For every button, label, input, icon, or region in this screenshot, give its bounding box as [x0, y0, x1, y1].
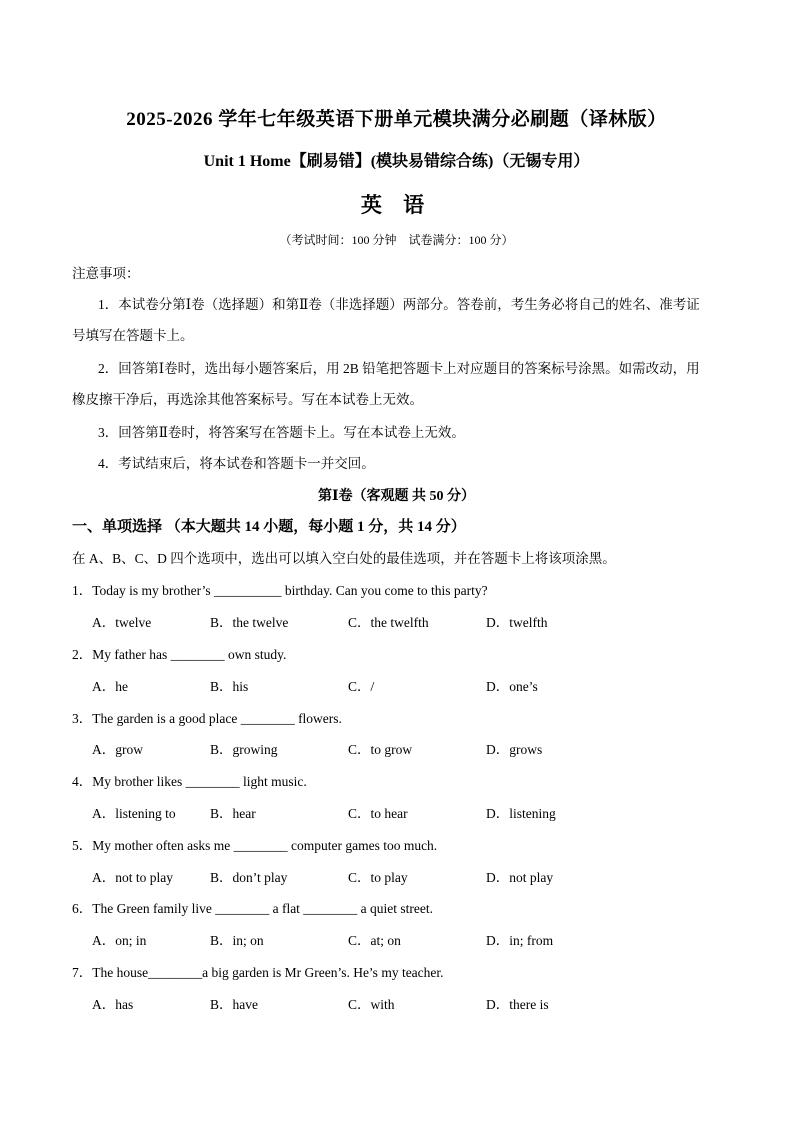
note-item: 2．回答第Ⅰ卷时，选出每小题答案后，用 2B 铅笔把答题卡上对应题目的答案标号涂黑。如需改动，用 — [98, 361, 700, 376]
full-score: 试卷满分：100 分） — [408, 233, 514, 247]
option-c[interactable]: C．with — [348, 997, 395, 1012]
option-c[interactable]: C．to hear — [348, 806, 408, 821]
option-d[interactable]: D．one’s — [486, 679, 538, 694]
option-a[interactable]: A．twelve — [92, 615, 152, 630]
option-a[interactable]: A．has — [92, 997, 134, 1012]
option-d[interactable]: D．not play — [486, 870, 554, 885]
option-d[interactable]: D．there is — [486, 997, 549, 1012]
option-c[interactable]: C．the twelfth — [348, 615, 429, 630]
note-item: 1．本试卷分第Ⅰ卷（选择题）和第Ⅱ卷（非选择题）两部分。答卷前，考生务必将自己的姓名、准考证 — [98, 297, 700, 312]
option-a[interactable]: A．on; in — [92, 933, 147, 948]
question-stem: 4．My brother likes ________ light music. — [72, 774, 307, 789]
option-c[interactable]: C．/ — [348, 679, 375, 694]
note-item: 3．回答第Ⅱ卷时，将答案写在答题卡上。写在本试卷上无效。 — [98, 425, 465, 440]
option-a[interactable]: A．he — [92, 679, 128, 694]
option-b[interactable]: B．in; on — [210, 933, 264, 948]
section-instruction: 在 A、B、C、D 四个选项中，选出可以填入空白处的最佳选项，并在答题卡上将该项涂黑。 — [72, 551, 616, 566]
exam-time: （考试时间：100 分钟 — [279, 233, 397, 247]
exam-info — [0, 231, 793, 248]
option-b[interactable]: B．the twelve — [210, 615, 289, 630]
question-stem: 1．Today is my brother’s __________ birthday. Can you come to this party? — [72, 583, 488, 598]
document-title: 2025-2026 学年七年级英语下册单元模块满分必刷题（译林版） — [126, 109, 667, 130]
option-b[interactable]: B．growing — [210, 742, 278, 757]
note-item-continued: 橡皮擦干净后，再选涂其他答案标号。写在本试卷上无效。 — [72, 392, 423, 407]
question-stem: 5．My mother often asks me ________ computer games too much. — [72, 838, 438, 853]
option-c[interactable]: C．at; on — [348, 933, 401, 948]
option-c[interactable]: C．to grow — [348, 742, 413, 757]
option-a[interactable]: A．not to play — [92, 870, 173, 885]
option-d[interactable]: D．twelfth — [486, 615, 548, 630]
option-d[interactable]: D．grows — [486, 742, 543, 757]
option-a[interactable]: A．grow — [92, 742, 143, 757]
question-stem: 3．The garden is a good place ________ flowers. — [72, 711, 342, 726]
option-b[interactable]: B．his — [210, 679, 249, 694]
option-b[interactable]: B．have — [210, 997, 258, 1012]
option-c[interactable]: C．to play — [348, 870, 408, 885]
subject-heading: 英 语 — [360, 193, 433, 217]
note-item-continued: 号填写在答题卡上。 — [72, 328, 194, 343]
document-subtitle: Unit 1 Home【刷易错】(模块易错综合练)（无锡专用） — [203, 153, 590, 170]
option-b[interactable]: B．hear — [210, 806, 256, 821]
option-b[interactable]: B．don’t play — [210, 870, 288, 885]
option-a[interactable]: A．listening to — [92, 806, 176, 821]
option-d[interactable]: D．listening — [486, 806, 556, 821]
section-heading: 一、单项选择 （本大题共 14 小题，每小题 1 分，共 14 分） — [72, 519, 466, 535]
option-d[interactable]: D．in; from — [486, 933, 554, 948]
note-item: 4．考试结束后，将本试卷和答题卡一并交回。 — [98, 456, 375, 471]
question-stem: 7．The house________a big garden is Mr Green’s. He’s my teacher. — [72, 965, 444, 980]
part-heading: 第Ⅰ卷（客观题 共 50 分） — [317, 489, 476, 504]
question-stem: 6．The Green family live ________ a flat ________ a quiet street. — [72, 901, 434, 916]
question-stem: 2．My father has ________ own study. — [72, 647, 287, 662]
notes-heading: 注意事项： — [72, 266, 140, 281]
